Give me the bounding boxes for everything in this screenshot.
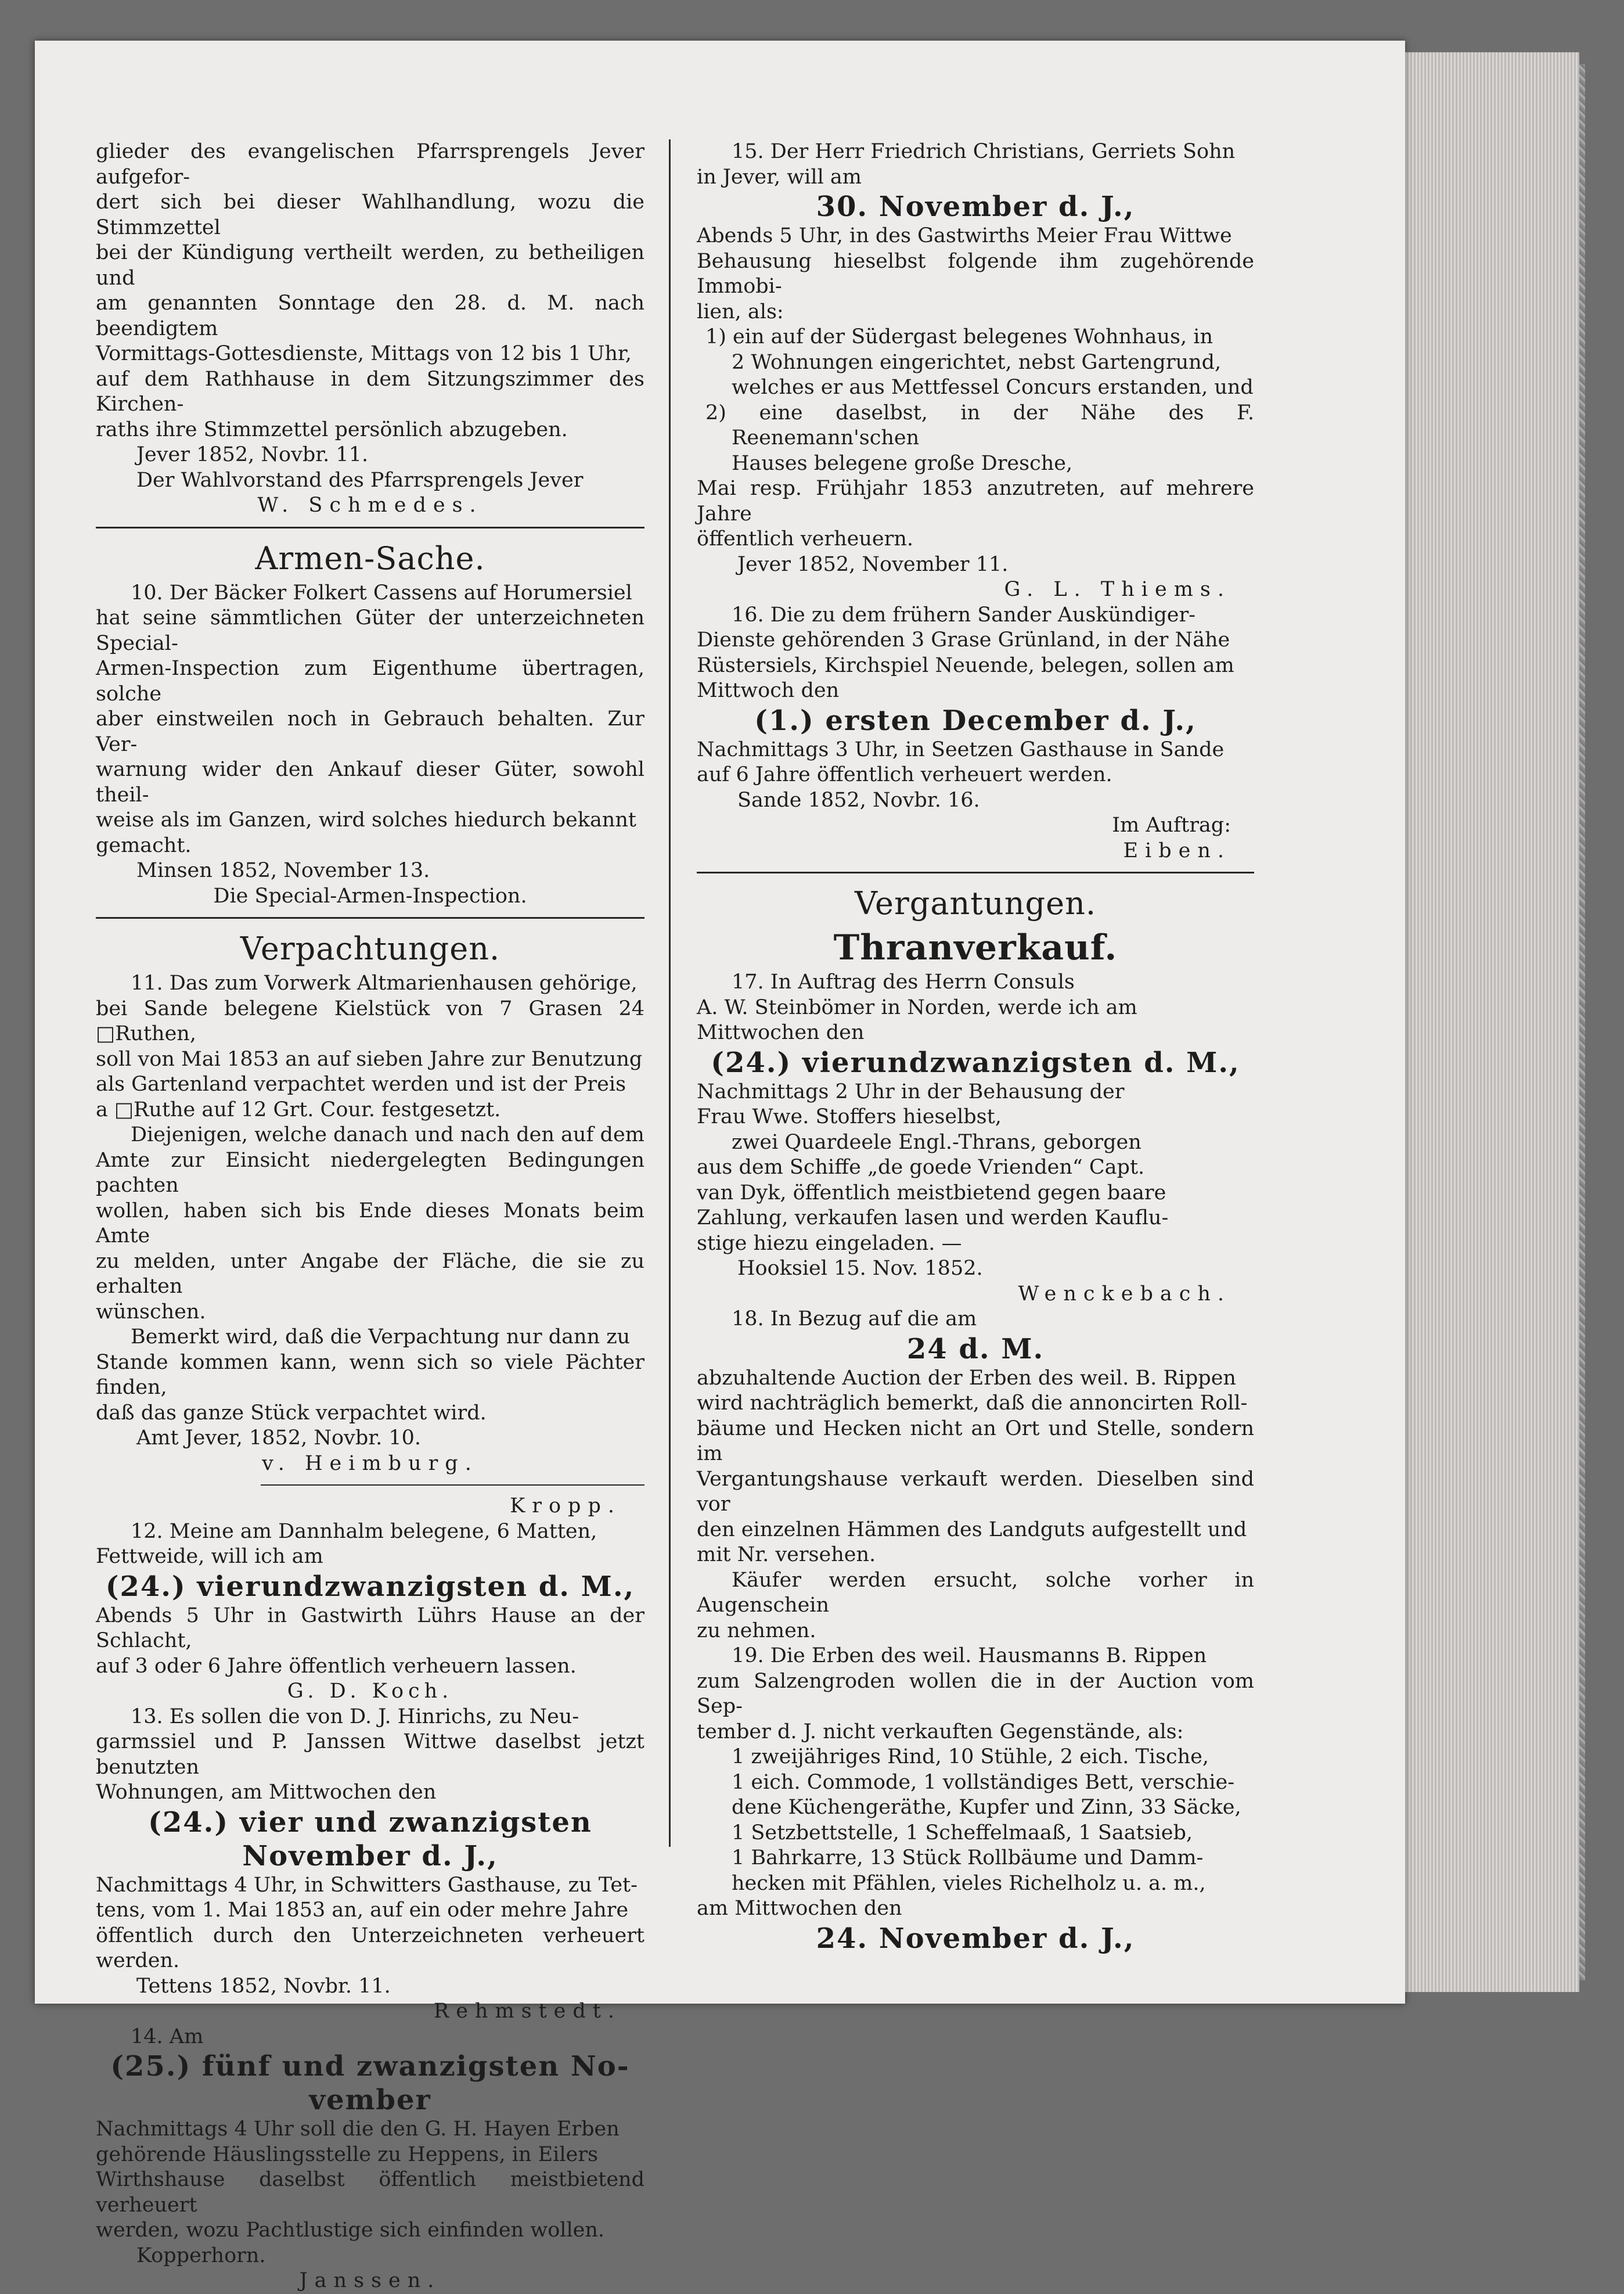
auction-date-heading: 30. November d. J.,: [816, 190, 1135, 223]
notice-11: 11. Das zum Vorwerk Altmarienhausen gehörige, bei Sande belegene Kielstück von 7 Grasen 24 □Ruthen, soll von Mai 1853 an auf sieben Jahre zur Benutzung als Gartenland verpachtet werden und ist der Preis a □Ruthe auf 12 Grt. Cour. festgesetzt. Diejenigen, welche danach und nach den auf dem Amte zur Einsicht niedergelegten Bedingungen pachten wollen, haben sich bis Ende dieses Monats beim Amte zu melden, unter Angabe der Fläche, die sie zu erhalten wünschen. Bemerkt wird, daß die Verpachtung nur dann zu Stande kommen kann, wenn sich so viele Pächter finden, daß das ganze Stück verpachtet wird. Amt Jever, 1852, Novbr. 10. v. Heimburg. Kropp.: [96, 971, 644, 1519]
auction-date-heading: 24 d. M.: [906, 1332, 1045, 1365]
column-divider: [669, 139, 671, 1847]
section-rule: [96, 527, 644, 528]
notice-signature: G. L. Thiems.: [1004, 578, 1231, 601]
notice-signature: Die Special-Armen-Inspection.: [213, 884, 527, 908]
auction-date-heading: (24.) vierundzwanzigsten d. M.,: [105, 1570, 635, 1603]
auction-date-heading: (1.) ersten December d. J.,: [754, 704, 1197, 737]
auction-date-heading: vember: [309, 2084, 431, 2116]
section-rule: [96, 917, 644, 919]
notice-19: 19. Die Erben des weil. Hausmanns B. Rippen zum Salzengroden wollen die in der Auction vom Sep- tember d. J. nicht verkauften Gegenstände, als: 1 zweijähriges Rind, 10 Stühle, 2 eich. Tische, 1 eich. Commode, 1 vollständiges Bett, verschie- dene Küchengeräthe, Kupfer und Zinn, 33 Säcke, 1 Setzbettstelle, 1 Scheffelmaaß, 1 Saatsieb, 1 Bahrkarre, 13 Stück Rollbäume und Damm- hecken mit Pfählen, vieles Richelholz u. a. m., am Mittwochen den 24. November d. J.,: [697, 1644, 1254, 1955]
notice-18: 18. In Bezug auf die am 24 d. M. abzuhaltende Auction der Erben des weil. B. Rippen wird nachträglich bemerkt, daß die annoncirten Roll- bäume und Hecken nicht an Ort und Stelle, sondern im Vergantungshause verkauft werden. Dieselben sind vor den einzelnen Hämmen des Landguts aufgestellt und mit Nr. versehen. Käufer werden ersucht, solche vorher in Augenschein zu nehmen.: [697, 1307, 1254, 1642]
notice-date: Sande 1852, Novbr. 16.: [737, 788, 980, 812]
left-column: [96, 139, 644, 2294]
notice-12: 12. Meine am Dannhalm belegene, 6 Matten, Fettweide, will ich am (24.) vierundzwanzigsten d. M., Abends 5 Uhr in Gastwirth Lührs Hause an der Schlacht, auf 3 oder 6 Jahre öffentlich verheuern lassen. G. D. Koch.: [96, 1519, 644, 1705]
notice-15: 15. Der Herr Friedrich Christians, Gerriets Sohn in Jever, will am 30. November d. J., Abends 5 Uhr, in des Gastwirths Meier Frau Wittwe Behausung hieselbst folgende ihm zugehörende Immobi- lien, als: 1) ein auf der Südergast belegenes Wohnhaus, in 2 Wohnungen eingerichtet, nebst Gartengrund, welches er aus Mettfessel Concurs erstanden, und 2) eine daselbst, in der Nähe des F. Reenemann'schen Hauses belegene große Dresche, Mai resp. Frühjahr 1853 anzutreten, auf mehrere Jahre öffentlich verheuern. Jever 1852, November 11. G. L. Thiems.: [697, 139, 1254, 603]
notice-date: Tettens 1852, Novbr. 11.: [136, 1974, 391, 1998]
section-heading: Verpachtungen.: [240, 930, 500, 967]
notice-signature: Eiben.: [1123, 839, 1231, 862]
auction-date-heading: November d. J.,: [242, 1839, 498, 1872]
notice-signature: Janssen.: [299, 2269, 441, 2292]
notice-13: 13. Es sollen die von D. J. Hinrichs, zu Neu- garmssiel und P. Janssen Wittwe daselbst jetzt benutzten Wohnungen, am Mittwochen den (24.) vier und zwanzigsten November d. J., Nachmittags 4 Uhr, in Schwitters Gasthause, zu Tet- tens, vom 1. Mai 1853 an, auf ein oder mehre Jahre öffentlich durch den Unterzeichneten verheuert werden. Tettens 1852, Novbr. 11. Rehmstedt.: [96, 1705, 644, 2025]
notice-date: Hooksiel 15. Nov. 1852.: [737, 1257, 983, 1280]
auction-date-heading: 24. November d. J.,: [816, 1922, 1135, 1955]
auction-date-heading: (25.) fünf und zwanzigsten No-: [110, 2050, 630, 2083]
notice-signature: G. D. Koch.: [287, 1680, 453, 1703]
auction-date-heading: (24.) vier und zwanzigsten: [148, 1806, 592, 1839]
notice-date: Amt Jever, 1852, Novbr. 10.: [136, 1426, 422, 1450]
notice-date: Minsen 1852, November 13.: [136, 859, 430, 882]
notice-signature: Der Wahlvorstand des Pfarrsprengels Jever: [136, 468, 584, 492]
signature-rule: [261, 1484, 645, 1486]
section-heading: Armen-Sache.: [255, 540, 485, 577]
section-heading: Thranverkauf.: [833, 927, 1118, 968]
notice-date: Kopperhorn.: [136, 2243, 266, 2267]
notice-date: Jever 1852, Novbr. 11.: [136, 443, 369, 466]
notice-17: 17. In Auftrag des Herrn Consuls A. W. Steinbömer in Norden, werde ich am Mittwochen den (24.) vierundzwanzigsten d. M., Nachmittags 2 Uhr in der Behausung der Frau Wwe. Stoffers hieselbst, zwei Quardeele Engl.-Thrans, geborgen aus dem Schiffe „de goede Vrienden“ Capt. van Dyk, öffentlich meistbietend gegen baare Zahlung, verkaufen lasen und werden Kauflu- stige hiezu eingeladen. — Hooksiel 15. Nov. 1852. Wenckebach.: [697, 970, 1254, 1307]
notice-signature: Rehmstedt.: [433, 2000, 621, 2023]
intro-notice: glieder des evangelischen Pfarrsprengels Jever aufgefor- dert sich bei dieser Wahlhandlung, wozu die Stimmzettel bei der Kündigung vertheilt werden, zu betheiligen und am genannten Sonntage den 28. d. M. nach beendigtem Vormittags-Gottesdienste, Mittags von 12 bis 1 Uhr, auf dem Rathhause in dem Sitzungszimmer des Kirchen- raths ihre Stimmzettel persönlich abzugeben. Jever 1852, Novbr. 11. Der Wahlvorstand des Pfarrsprengels Jever W. Schmedes.: [96, 139, 644, 519]
section-heading: Vergantungen.: [854, 885, 1097, 922]
page-edges: [1405, 52, 1579, 1992]
notice-signature: Im Auftrag:: [1112, 814, 1231, 837]
auction-date-heading: (24.) vierundzwanzigsten d. M.,: [711, 1046, 1240, 1079]
notice-signature: Wenckebach.: [1018, 1282, 1231, 1306]
notice-signature: W. Schmedes.: [257, 494, 483, 517]
notice-signature: Kropp.: [510, 1494, 621, 1518]
notice-date: Jever 1852, November 11.: [737, 552, 1009, 576]
right-column: [697, 139, 1254, 1955]
notice-signature: v. Heimburg.: [262, 1451, 478, 1475]
section-rule: [697, 872, 1254, 873]
notice-10: 10. Der Bäcker Folkert Cassens auf Horumersiel hat seine sämmtlichen Güter der unterzeichneten Special- Armen-Inspection zum Eigenthume übertragen, solche aber einstweilen noch in Gebrauch behalten. Zur Ver- warnung wider den Ankauf dieser Güter, sowohl theil- weise als im Ganzen, wird solches hiedurch bekannt gemacht. Minsen 1852, November 13. Die Special-Armen-Inspection.: [96, 581, 644, 909]
notice-14: 14. Am (25.) fünf und zwanzigsten No- vember Nachmittags 4 Uhr soll die den G. H. Hayen Erben gehörende Häuslingsstelle zu Heppens, in Eilers Wirthshause daselbst öffentlich meistbietend verheuert werden, wozu Pachtlustige sich einfinden wollen. Kopperhorn. Janssen.: [96, 2025, 644, 2294]
notice-16: 16. Die zu dem frühern Sander Auskündiger- Dienste gehörenden 3 Grase Grünland, in der Nähe Rüstersiels, Kirchspiel Neuende, belegen, sollen am Mittwoch den (1.) ersten December d. J., Nachmittags 3 Uhr, in Seetzen Gasthause in Sande auf 6 Jahre öffentlich verheuert werden. Sande 1852, Novbr. 16. Im Auftrag: Eiben.: [697, 603, 1254, 864]
